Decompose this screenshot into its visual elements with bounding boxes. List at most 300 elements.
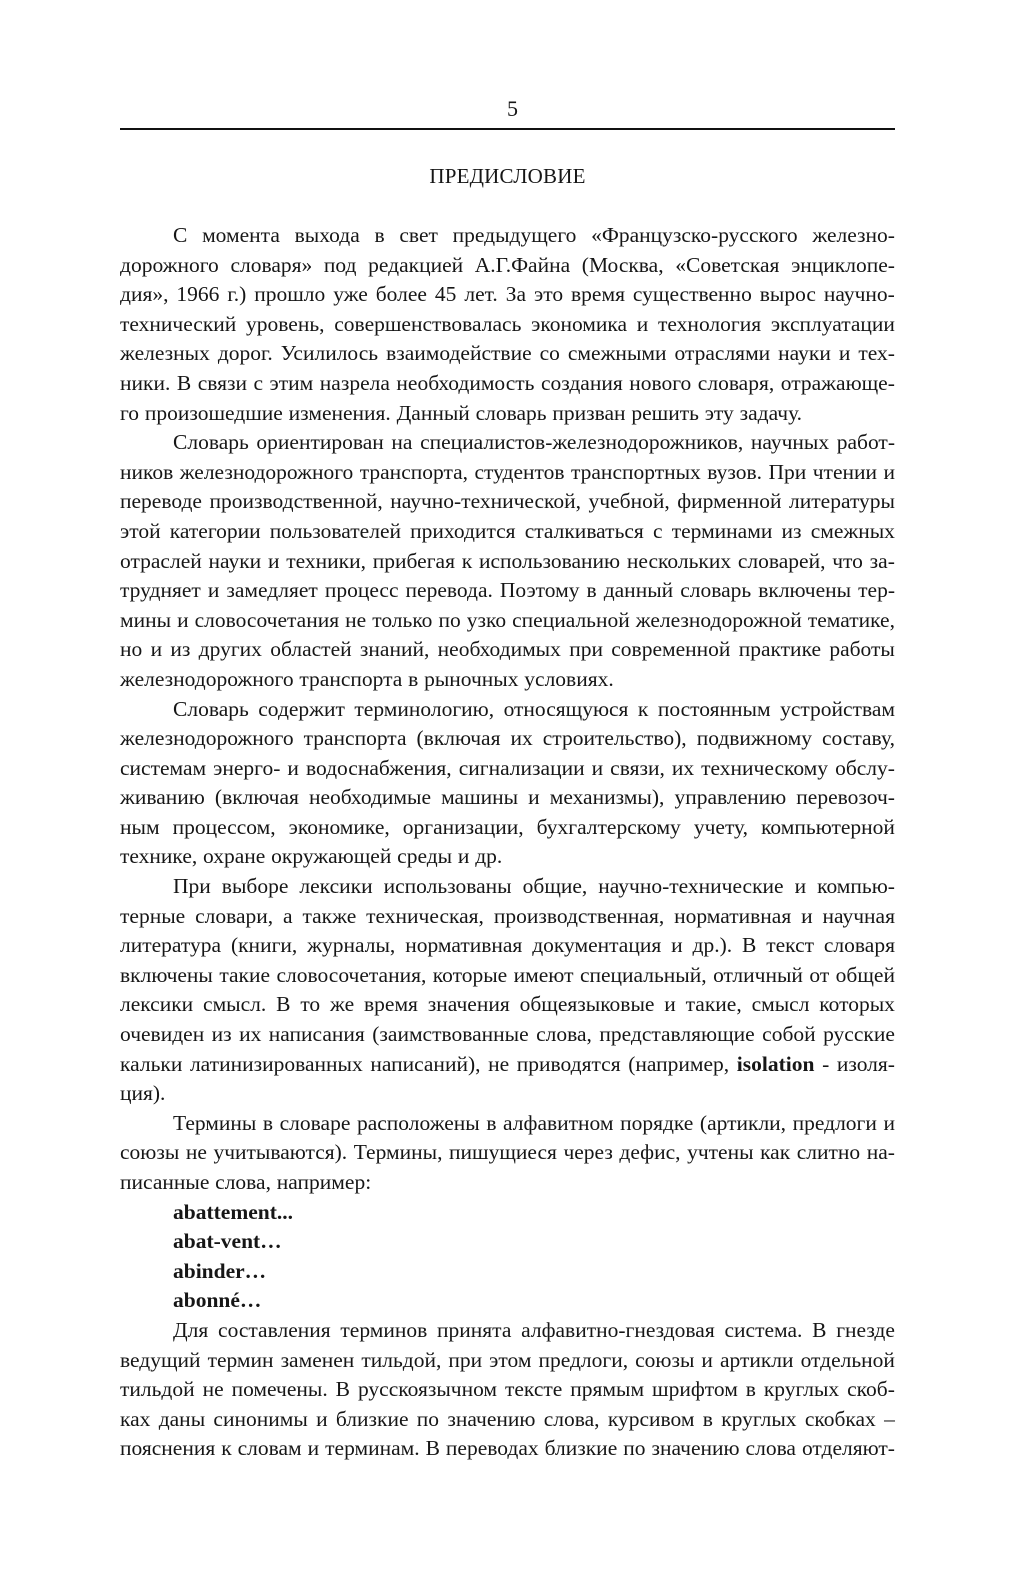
- word: «Советская: [675, 252, 780, 277]
- word: редакцией: [368, 252, 464, 277]
- word: шрифтом: [652, 1377, 738, 1402]
- word: Термины: [173, 1110, 257, 1135]
- text-line: [120, 221, 895, 251]
- word: из: [781, 518, 802, 543]
- word: и: [883, 459, 895, 484]
- word: фирменной: [677, 489, 782, 514]
- word: технический: [120, 311, 237, 336]
- word: нескольких: [626, 548, 732, 573]
- word: чтении: [812, 459, 878, 484]
- word: отдельной: [800, 1347, 895, 1372]
- word: по: [438, 607, 461, 632]
- word: смысл: [751, 992, 810, 1017]
- word: документация: [532, 933, 662, 958]
- word: этим: [269, 370, 314, 395]
- word: железных: [120, 341, 210, 366]
- word: момента: [202, 223, 280, 247]
- text-line: [120, 1434, 895, 1464]
- word: терные: [120, 903, 186, 928]
- word: мины: [120, 607, 172, 632]
- word: создания: [540, 370, 623, 395]
- word: по: [416, 1406, 440, 1431]
- word: прибегая: [372, 548, 455, 573]
- word: лексики: [120, 992, 194, 1017]
- word: и: [150, 637, 163, 662]
- word: этом: [489, 1347, 532, 1372]
- word: на: [391, 430, 413, 455]
- word: русские: [823, 1022, 895, 1047]
- word: задачу.: [739, 400, 803, 425]
- word: тексте: [504, 1377, 563, 1402]
- word: экономика: [531, 311, 628, 336]
- word: данный: [603, 578, 674, 603]
- word: включены: [120, 962, 213, 987]
- word: словам: [237, 1436, 302, 1461]
- word: словарь: [680, 578, 752, 603]
- word: система.: [724, 1317, 803, 1342]
- word: (артикли,: [699, 1110, 787, 1135]
- word: близкие: [335, 1406, 409, 1431]
- word: abinder…: [173, 1258, 267, 1283]
- word: устройствам: [780, 696, 895, 721]
- word: заменен: [280, 1347, 355, 1372]
- word: терминологию,: [354, 696, 495, 721]
- word: в: [745, 1377, 756, 1402]
- text-line: [120, 1375, 895, 1405]
- word: и: [207, 578, 220, 603]
- word: ках: [120, 1406, 151, 1431]
- word: научных: [750, 430, 830, 455]
- example-term-line: [120, 1227, 895, 1257]
- word: содержит: [258, 696, 345, 721]
- word: дорог.: [217, 341, 273, 366]
- word: замедляет: [226, 578, 318, 603]
- word: союзы: [635, 1347, 695, 1372]
- word: же: [330, 992, 355, 1017]
- word: прямым: [570, 1377, 645, 1402]
- word: например:: [276, 1170, 372, 1194]
- word: пояснения: [120, 1436, 216, 1461]
- word: производственная,: [493, 903, 665, 928]
- word: и: [664, 992, 676, 1017]
- word: и: [528, 785, 540, 810]
- word: под: [323, 252, 357, 277]
- word: термин: [207, 1347, 274, 1372]
- word: лексики: [299, 874, 373, 899]
- word: Термины,: [353, 1140, 443, 1165]
- word: водоснабжения,: [305, 755, 452, 780]
- word: подвижному: [696, 726, 812, 751]
- word: ведущий: [120, 1347, 201, 1372]
- word: не: [488, 1051, 510, 1076]
- word: использованию: [478, 548, 621, 573]
- text-line: [120, 280, 895, 310]
- word: При: [173, 874, 211, 899]
- word: обслу-: [835, 755, 895, 780]
- word: более: [375, 282, 427, 307]
- word: включены: [758, 578, 852, 603]
- word: которых: [819, 992, 895, 1017]
- word: и: [316, 1406, 328, 1431]
- word: –: [884, 1406, 895, 1431]
- word: выборе: [221, 874, 289, 899]
- word: необходимость: [396, 370, 535, 395]
- word: предыдущего: [452, 223, 577, 247]
- word: отличный: [713, 962, 803, 987]
- word: отражающе-: [780, 370, 895, 395]
- word: постоянным: [657, 696, 771, 721]
- word: Поэтому: [499, 578, 580, 603]
- word: очевиден: [120, 1022, 205, 1047]
- text-line: [120, 665, 895, 695]
- word: рыночных: [424, 666, 519, 691]
- word: железно-: [812, 223, 895, 247]
- word: экономике,: [288, 814, 390, 839]
- word: только: [372, 607, 433, 632]
- word: этой: [120, 518, 161, 543]
- word: круглых: [763, 1377, 840, 1402]
- word: и: [177, 607, 189, 632]
- word: В: [335, 1377, 351, 1402]
- word: г.): [227, 282, 247, 307]
- word: на-: [866, 1140, 895, 1165]
- word: ным: [120, 814, 160, 839]
- word: и: [591, 755, 604, 780]
- word: ники.: [120, 370, 171, 395]
- word: артикли: [719, 1347, 794, 1372]
- word: необходимые: [308, 785, 431, 810]
- word: в: [408, 666, 419, 691]
- word: призван: [552, 400, 626, 425]
- word: порядке: [620, 1110, 694, 1135]
- word: и: [838, 341, 851, 366]
- word: и: [636, 311, 649, 336]
- word: и: [287, 755, 299, 780]
- word: смежными: [567, 341, 667, 366]
- word: отраслей: [120, 548, 202, 573]
- word: в: [486, 1110, 497, 1135]
- text-line: [120, 1138, 895, 1168]
- word: тильдой,: [361, 1347, 442, 1372]
- word: машины: [441, 785, 519, 810]
- word: значению: [651, 1436, 740, 1461]
- word: тер-: [858, 578, 895, 603]
- word: нормативная: [405, 933, 523, 958]
- word: кальки: [120, 1051, 183, 1076]
- word: транспорта: [299, 666, 403, 691]
- text-line: [120, 369, 895, 399]
- word: курсивом: [607, 1406, 695, 1431]
- word: вырос: [759, 282, 816, 307]
- page-number: 5: [507, 96, 518, 121]
- word: компью-: [817, 874, 895, 899]
- word: лет.: [464, 282, 498, 307]
- text-line: [120, 754, 895, 784]
- word: общие,: [522, 874, 588, 899]
- word: словарей,: [737, 548, 826, 573]
- word: тематике,: [807, 607, 895, 632]
- word: -: [822, 1051, 830, 1076]
- word: за-: [869, 548, 895, 573]
- word: областей: [270, 637, 352, 662]
- word: работы: [829, 637, 895, 662]
- text-line: [120, 813, 895, 843]
- word: технология: [658, 311, 762, 336]
- word: связи: [197, 370, 247, 395]
- word: но: [120, 637, 143, 662]
- word: к: [637, 696, 649, 721]
- word: трудняет: [120, 578, 201, 603]
- word: из: [170, 637, 191, 662]
- text-line: [120, 1020, 895, 1050]
- word: технике,: [120, 844, 198, 869]
- word: строительство),: [542, 726, 687, 751]
- word: скоб-: [847, 1377, 895, 1402]
- word: слова,: [543, 1406, 600, 1431]
- word: к: [221, 1436, 232, 1461]
- text-line: [120, 1168, 895, 1198]
- word: дефис,: [619, 1140, 681, 1165]
- word: техники,: [286, 548, 366, 573]
- word: энциклопе-: [791, 252, 895, 277]
- word: слова,: [536, 1022, 592, 1047]
- word: скобках: [804, 1406, 876, 1431]
- word: (книги,: [230, 933, 298, 958]
- word: 45: [434, 282, 457, 307]
- word: союзы: [120, 1140, 180, 1165]
- word: В: [176, 370, 192, 395]
- word: науки: [778, 341, 831, 366]
- word: выхода: [294, 223, 360, 247]
- word: не: [185, 1140, 207, 1165]
- word: алфавитном: [503, 1110, 614, 1135]
- word: произошедшие: [144, 400, 283, 425]
- word: ориентирован: [256, 430, 384, 455]
- word: приводятся: [516, 1051, 621, 1076]
- word: производственной,: [209, 489, 383, 514]
- body-text: [120, 221, 895, 1464]
- text-line: [120, 310, 895, 340]
- word: круглых: [721, 1406, 797, 1431]
- text-line: [120, 990, 895, 1020]
- word: как: [760, 1140, 791, 1165]
- word: не: [202, 1377, 224, 1402]
- word: значения: [427, 992, 510, 1017]
- word: научно-: [823, 282, 895, 307]
- word: научно-технической,: [390, 489, 582, 514]
- word: и: [457, 844, 470, 869]
- word: представляющие: [599, 1022, 755, 1047]
- text-line: [120, 576, 895, 606]
- text-line: [120, 606, 895, 636]
- word: прошло: [254, 282, 326, 307]
- word: в: [262, 1110, 274, 1135]
- word: общеязыковые: [519, 992, 655, 1017]
- word: 1966: [176, 282, 220, 307]
- word: расположены: [356, 1110, 480, 1135]
- word: Словарь: [173, 430, 249, 455]
- word: системам: [120, 755, 207, 780]
- word: в: [586, 578, 597, 603]
- word: их: [239, 1022, 262, 1047]
- word: необходимых: [437, 637, 561, 662]
- word: механизмы),: [549, 785, 665, 810]
- word: латинизированных: [189, 1051, 363, 1076]
- word: практике: [738, 637, 822, 662]
- word: совершенствовалась: [334, 311, 522, 336]
- word: (Москва,: [581, 252, 664, 277]
- word: переводе: [120, 489, 202, 514]
- word: составления: [218, 1317, 331, 1342]
- word: к: [461, 548, 473, 573]
- word: составу,: [821, 726, 895, 751]
- word: со: [539, 341, 560, 366]
- word: эксплуатации: [770, 311, 895, 336]
- word: такие: [219, 962, 271, 987]
- word: литературы: [789, 489, 895, 514]
- word: эту: [704, 400, 734, 425]
- word: сигнализации: [458, 755, 585, 780]
- word: живанию: [120, 785, 205, 810]
- text-line: [120, 517, 895, 547]
- word: В: [276, 992, 291, 1017]
- word: с: [253, 370, 264, 395]
- word: Для: [173, 1317, 209, 1342]
- text-line: [120, 1405, 895, 1435]
- text-line: [120, 635, 895, 665]
- text-line: [120, 458, 895, 488]
- word: При: [768, 459, 807, 484]
- word: через: [563, 1140, 613, 1165]
- word: словосочетания: [194, 607, 340, 632]
- word: это: [533, 282, 564, 307]
- word: пишущиеся: [449, 1140, 557, 1165]
- word: транспорта,: [359, 459, 469, 484]
- word: процесс: [324, 578, 399, 603]
- word: терминам.: [325, 1436, 420, 1461]
- word: (включая: [214, 785, 299, 810]
- word: знаний,: [359, 637, 430, 662]
- text-line: [120, 695, 895, 725]
- word: смысл.: [203, 992, 267, 1017]
- word: техническая,: [366, 903, 484, 928]
- word: сталкиваться: [524, 518, 644, 543]
- word: Словарь: [173, 696, 249, 721]
- word: слова: [745, 1436, 796, 1461]
- word: от: [809, 962, 830, 987]
- word: связи,: [610, 755, 665, 780]
- word: даны: [158, 1406, 206, 1431]
- word: специальной: [512, 607, 630, 632]
- word: собой: [762, 1022, 816, 1047]
- word: приходится: [410, 518, 516, 543]
- text-line: [120, 961, 895, 991]
- word: abonné…: [173, 1288, 262, 1313]
- word: техническому: [701, 755, 829, 780]
- word: организации,: [402, 814, 524, 839]
- word: из: [211, 1022, 232, 1047]
- word: что: [832, 548, 863, 573]
- word: нормативная: [674, 903, 792, 928]
- word: abattement...: [173, 1199, 294, 1224]
- word: ция).: [120, 1081, 166, 1106]
- word: окружающей: [271, 844, 392, 869]
- word: Данный: [396, 400, 470, 425]
- word: решить: [631, 400, 699, 425]
- word: смежных: [810, 518, 895, 543]
- word: и: [883, 1110, 895, 1135]
- word: написания: [268, 1022, 365, 1047]
- word: словосочетания,: [276, 962, 427, 987]
- word: учету,: [693, 814, 749, 839]
- word: современной: [611, 637, 731, 662]
- word: синонимы: [213, 1406, 308, 1431]
- word: дорожного: [120, 252, 219, 277]
- word: узко: [466, 607, 507, 632]
- text-line: [120, 399, 895, 429]
- word: также: [302, 903, 357, 928]
- word: предлоги,: [538, 1347, 629, 1372]
- word: помечены.: [231, 1377, 328, 1402]
- text-line: [120, 1079, 895, 1109]
- word: А.Г.Файна: [474, 252, 571, 277]
- word: железнодорожной: [635, 607, 802, 632]
- word: при: [448, 1347, 483, 1372]
- text-line: [120, 783, 895, 813]
- word: по: [623, 1436, 646, 1461]
- text-line: [120, 487, 895, 517]
- word: и: [307, 1436, 320, 1461]
- word: не: [345, 607, 367, 632]
- word: среды: [397, 844, 453, 869]
- word: терминов: [340, 1317, 428, 1342]
- word: нового: [629, 370, 692, 395]
- text-line: [120, 547, 895, 577]
- text-line: [120, 902, 895, 932]
- word: написаний),: [370, 1051, 481, 1076]
- word: словари,: [195, 903, 274, 928]
- word: процессом,: [172, 814, 276, 839]
- word: (включая: [416, 726, 501, 751]
- word: русскоязычном: [357, 1377, 498, 1402]
- chapter-title: ПРЕДИСЛОВИЕ: [429, 164, 586, 188]
- text-line: [120, 251, 895, 281]
- word: ников: [120, 459, 174, 484]
- word: За: [505, 282, 527, 307]
- word: железнодорожного: [179, 459, 354, 484]
- word: тильдой: [120, 1377, 195, 1402]
- word: пользователей: [269, 518, 401, 543]
- word: словаря»: [230, 252, 313, 277]
- word: использованы: [383, 874, 512, 899]
- word: время: [571, 282, 625, 307]
- word: то: [300, 992, 321, 1017]
- word: перевода.: [405, 578, 493, 603]
- word: студентов: [474, 459, 565, 484]
- word: уровень,: [246, 311, 325, 336]
- word: научно-технические: [598, 874, 784, 899]
- word: др.: [475, 844, 503, 869]
- header-rule: [120, 128, 895, 130]
- word: словарь: [475, 400, 547, 425]
- word: с: [652, 518, 663, 543]
- example-term-line: [120, 1257, 895, 1287]
- word: словаря,: [697, 370, 775, 395]
- word: изоля-: [836, 1051, 895, 1076]
- word: В: [812, 1317, 827, 1342]
- word: значению: [447, 1406, 536, 1431]
- word: терминами: [671, 518, 773, 543]
